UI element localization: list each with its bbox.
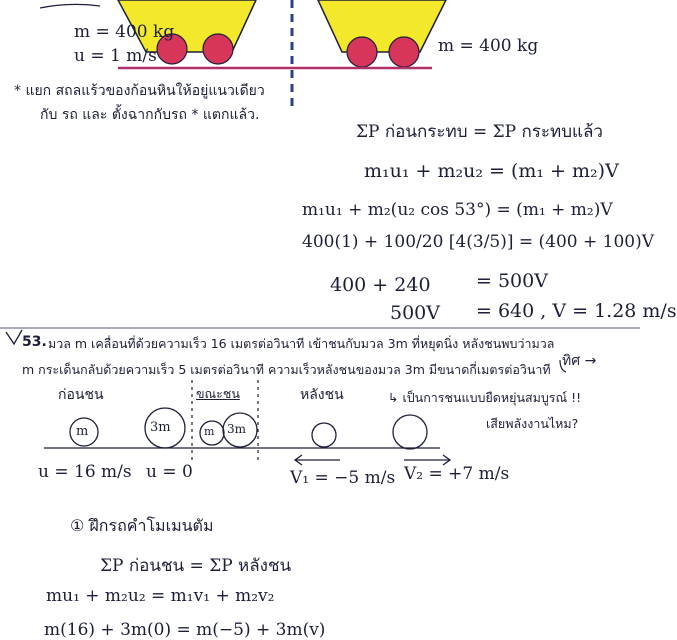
eq-line-6b: = 640 , V = 1.28 m/s (476, 300, 677, 322)
label-after: หลังชน (300, 387, 344, 403)
solution-line-3: m(16) + 3m(0) = m(−5) + 3m(v) (44, 620, 326, 640)
v1-label: V₁ = −5 m/s (290, 468, 396, 488)
right-cart-body (318, 0, 446, 52)
solution-heading: ① ฝึกรถคำโมเมนตัม (70, 516, 214, 535)
problem-line-1: มวล m เคลื่อนที่ด้วยความเร็ว 16 เมตรต่อวินาที เข้าชนกับมวล 3m ที่หยุดนิ่ง หลังชนพบว่ามวล (48, 336, 555, 351)
eq-line-1: ΣP ก่อนกระทบ = ΣP กระทบแล้ว (356, 122, 603, 142)
left-mass-label: m = 400 kg (74, 22, 175, 42)
eq-line-5b: = 500V (476, 270, 548, 292)
ball-3m-after (393, 415, 427, 449)
ball-m-after (312, 423, 336, 447)
v2-label: V₂ = +7 m/s (404, 464, 510, 484)
eq-line-6a: 500V (390, 302, 440, 324)
solution-line-2: mu₁ + m₂u₂ = m₁v₁ + m₂v₂ (46, 586, 275, 606)
eq-line-2: m₁u₁ + m₂u₂ = (m₁ + m₂)V (364, 160, 619, 182)
ball-m-during-label: m (204, 425, 215, 438)
label-during: ขณะชน (196, 386, 240, 401)
eq-line-3: m₁u₁ + m₂(u₂ cos 53°) = (m₁ + m₂)V (302, 200, 613, 220)
problem-side-note-3: เสียพลังงานไหม? (486, 416, 579, 431)
problem-number: 53. (22, 334, 47, 350)
right-mass-label: m = 400 kg (438, 36, 539, 56)
solution-line-1: ΣP ก่อนชน = ΣP หลังชน (100, 556, 292, 576)
eq-line-4: 400(1) + 100/20 [4(3/5)] = (400 + 100)V (302, 232, 655, 252)
left-velocity-label: u = 1 m/s (74, 46, 157, 66)
top-left-scribble (40, 4, 100, 8)
u1-label: u = 16 m/s (38, 462, 132, 482)
note-line-1: * แยก สถลแร้วของก้อนหินให้อยู่แนวเดียว (14, 83, 265, 99)
label-before: ก่อนชน (58, 387, 104, 403)
problem-side-note-2: ↳ เป็นการชนแบบยืดหยุ่นสมบูรณ์ !! (388, 390, 582, 405)
eq-line-5a: 400 + 240 (330, 274, 431, 296)
problem-line-2: m กระเด็นกลับด้วยความเร็ว 5 เมตรต่อวินาที ความเร็วหลังชนของมวล 3m มีขนาดกี่เมตรต่อวินาที (22, 362, 551, 377)
problem-mark (6, 330, 22, 344)
right-cart-wheel-1 (347, 37, 377, 67)
right-cart-wheel-2 (389, 37, 419, 67)
left-cart-wheel-2 (203, 34, 233, 64)
note-line-2: กับ รถ และ ตั้งฉากกับรถ * แตกแล้ว. (40, 107, 260, 123)
ball-3m-during-label: 3m (227, 422, 247, 436)
u2-label: u = 0 (146, 462, 193, 482)
ball-3m-before-label: 3m (150, 420, 171, 435)
problem-side-note: ทิศ → (562, 353, 597, 369)
ball-m-before-label: m (76, 424, 89, 439)
